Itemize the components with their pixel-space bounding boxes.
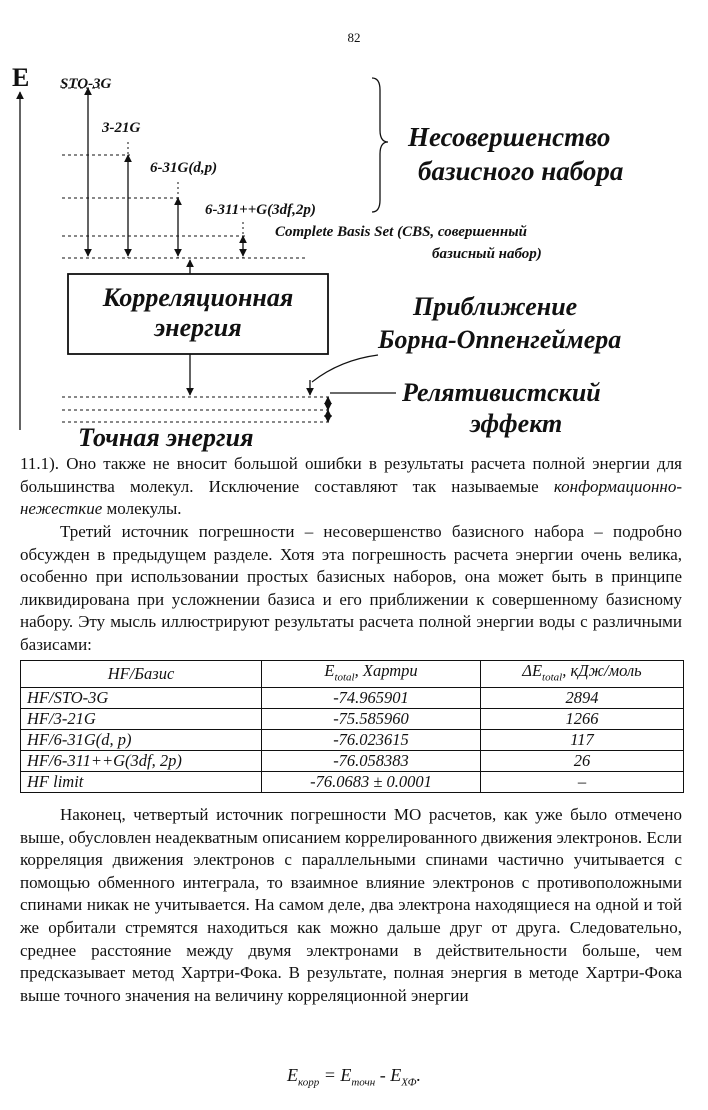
born-oppenheimer-1: Приближение (413, 292, 578, 321)
italic-term: конформационно-нежесткие (20, 476, 682, 519)
basis-incompleteness-2: базисного набора (418, 156, 624, 186)
correlation-label-2: энергия (154, 313, 242, 342)
correlation-label-1: Корреляционная (102, 283, 294, 312)
exact-energy-label: Точная энергия (78, 423, 254, 452)
table-row: HF/STO-3G -74.965901 2894 (21, 688, 684, 709)
level-sto3g: STO-3G (60, 76, 112, 92)
paragraph-correlation: Наконец, четвертый источник погрешности МО расчетов, как уже было отмечено выше, обусловлен неадекватным описанием коррелированного движения электронов. Если корреляция движения электронов с параллельными спинами частично учитывается с помощью обменного интеграла, то взаимное влияние электронов с противоположными спинами никак не учитывается. На самом деле, два электрона находящиеся на одной и той же орбитали стремятся находиться как можно дальше друг от друга. Следовательно, среднее расстояние между двумя электронами в действительности больше, чем предсказывает метод Хартри-Фока. В результате, полная энергия в методе Хартри-Фока выше точного значения на величину корреляционной энергии (20, 805, 682, 1005)
relativistic-2: эффект (470, 409, 563, 438)
level-321g: 3-21G (102, 120, 141, 136)
correlation-energy-formula: $E_{корр} = E_{точн} - E_{ХФ}$. (286, 1065, 422, 1089)
relativistic-1: Релятивистский (402, 378, 601, 407)
table-row: HF/3-21G -75.585960 1266 (21, 709, 684, 730)
page-number: 82 (347, 30, 361, 45)
table-row: HF/6-31G(d, p) -76.023615 117 (21, 730, 684, 751)
basis-incompleteness-1: Несовершенство (408, 122, 611, 152)
level-631g: 6-31G(d,p) (150, 160, 218, 176)
cbs-label-1: Complete Basis Set (CBS, совершенный (275, 224, 527, 240)
table-header-row (21, 661, 684, 688)
table-row: HF/6-311++G(3df, 2p) -76.058383 26 (21, 751, 684, 772)
header-basis: HF/Базис (21, 661, 262, 688)
paragraph-basis-error: Третий источник погрешности – несовершенство базисного набора – подробно обсужден в предыдущем разделе. Хотя эта погрешность расчета энергии очень велика, особенно при использовании простых базисных наборов, она может быть в принципе ликвидирована при усложнении базиса и его приближении к совершенному базисному набору. Эту мысль иллюстрируют результаты расчета полной энергии воды с различными базисами: (20, 522, 682, 654)
level-6311g: 6-311++G(3df,2p) (205, 202, 316, 218)
header-energy: $E_{total}$, Хартри (262, 661, 481, 688)
table-row: HF limit -76.0683 ± 0.0001 – (21, 772, 684, 793)
water-energy-table (20, 660, 684, 793)
energy-diagram (0, 0, 708, 455)
cbs-label-2: базисный набор) (432, 246, 542, 262)
header-delta: $\Delta E_{total}$, кДж/моль (481, 661, 684, 688)
paragraph-continuation: 11.1). Оно также не вносит большой ошибки в результаты расчета полной энергии для большинства молекул. Исключение составляют так называемые конформационно-нежесткие молекулы. (20, 454, 682, 519)
axis-label: E (12, 63, 30, 92)
born-oppenheimer-2: Борна-Оппенгеймера (378, 325, 622, 354)
